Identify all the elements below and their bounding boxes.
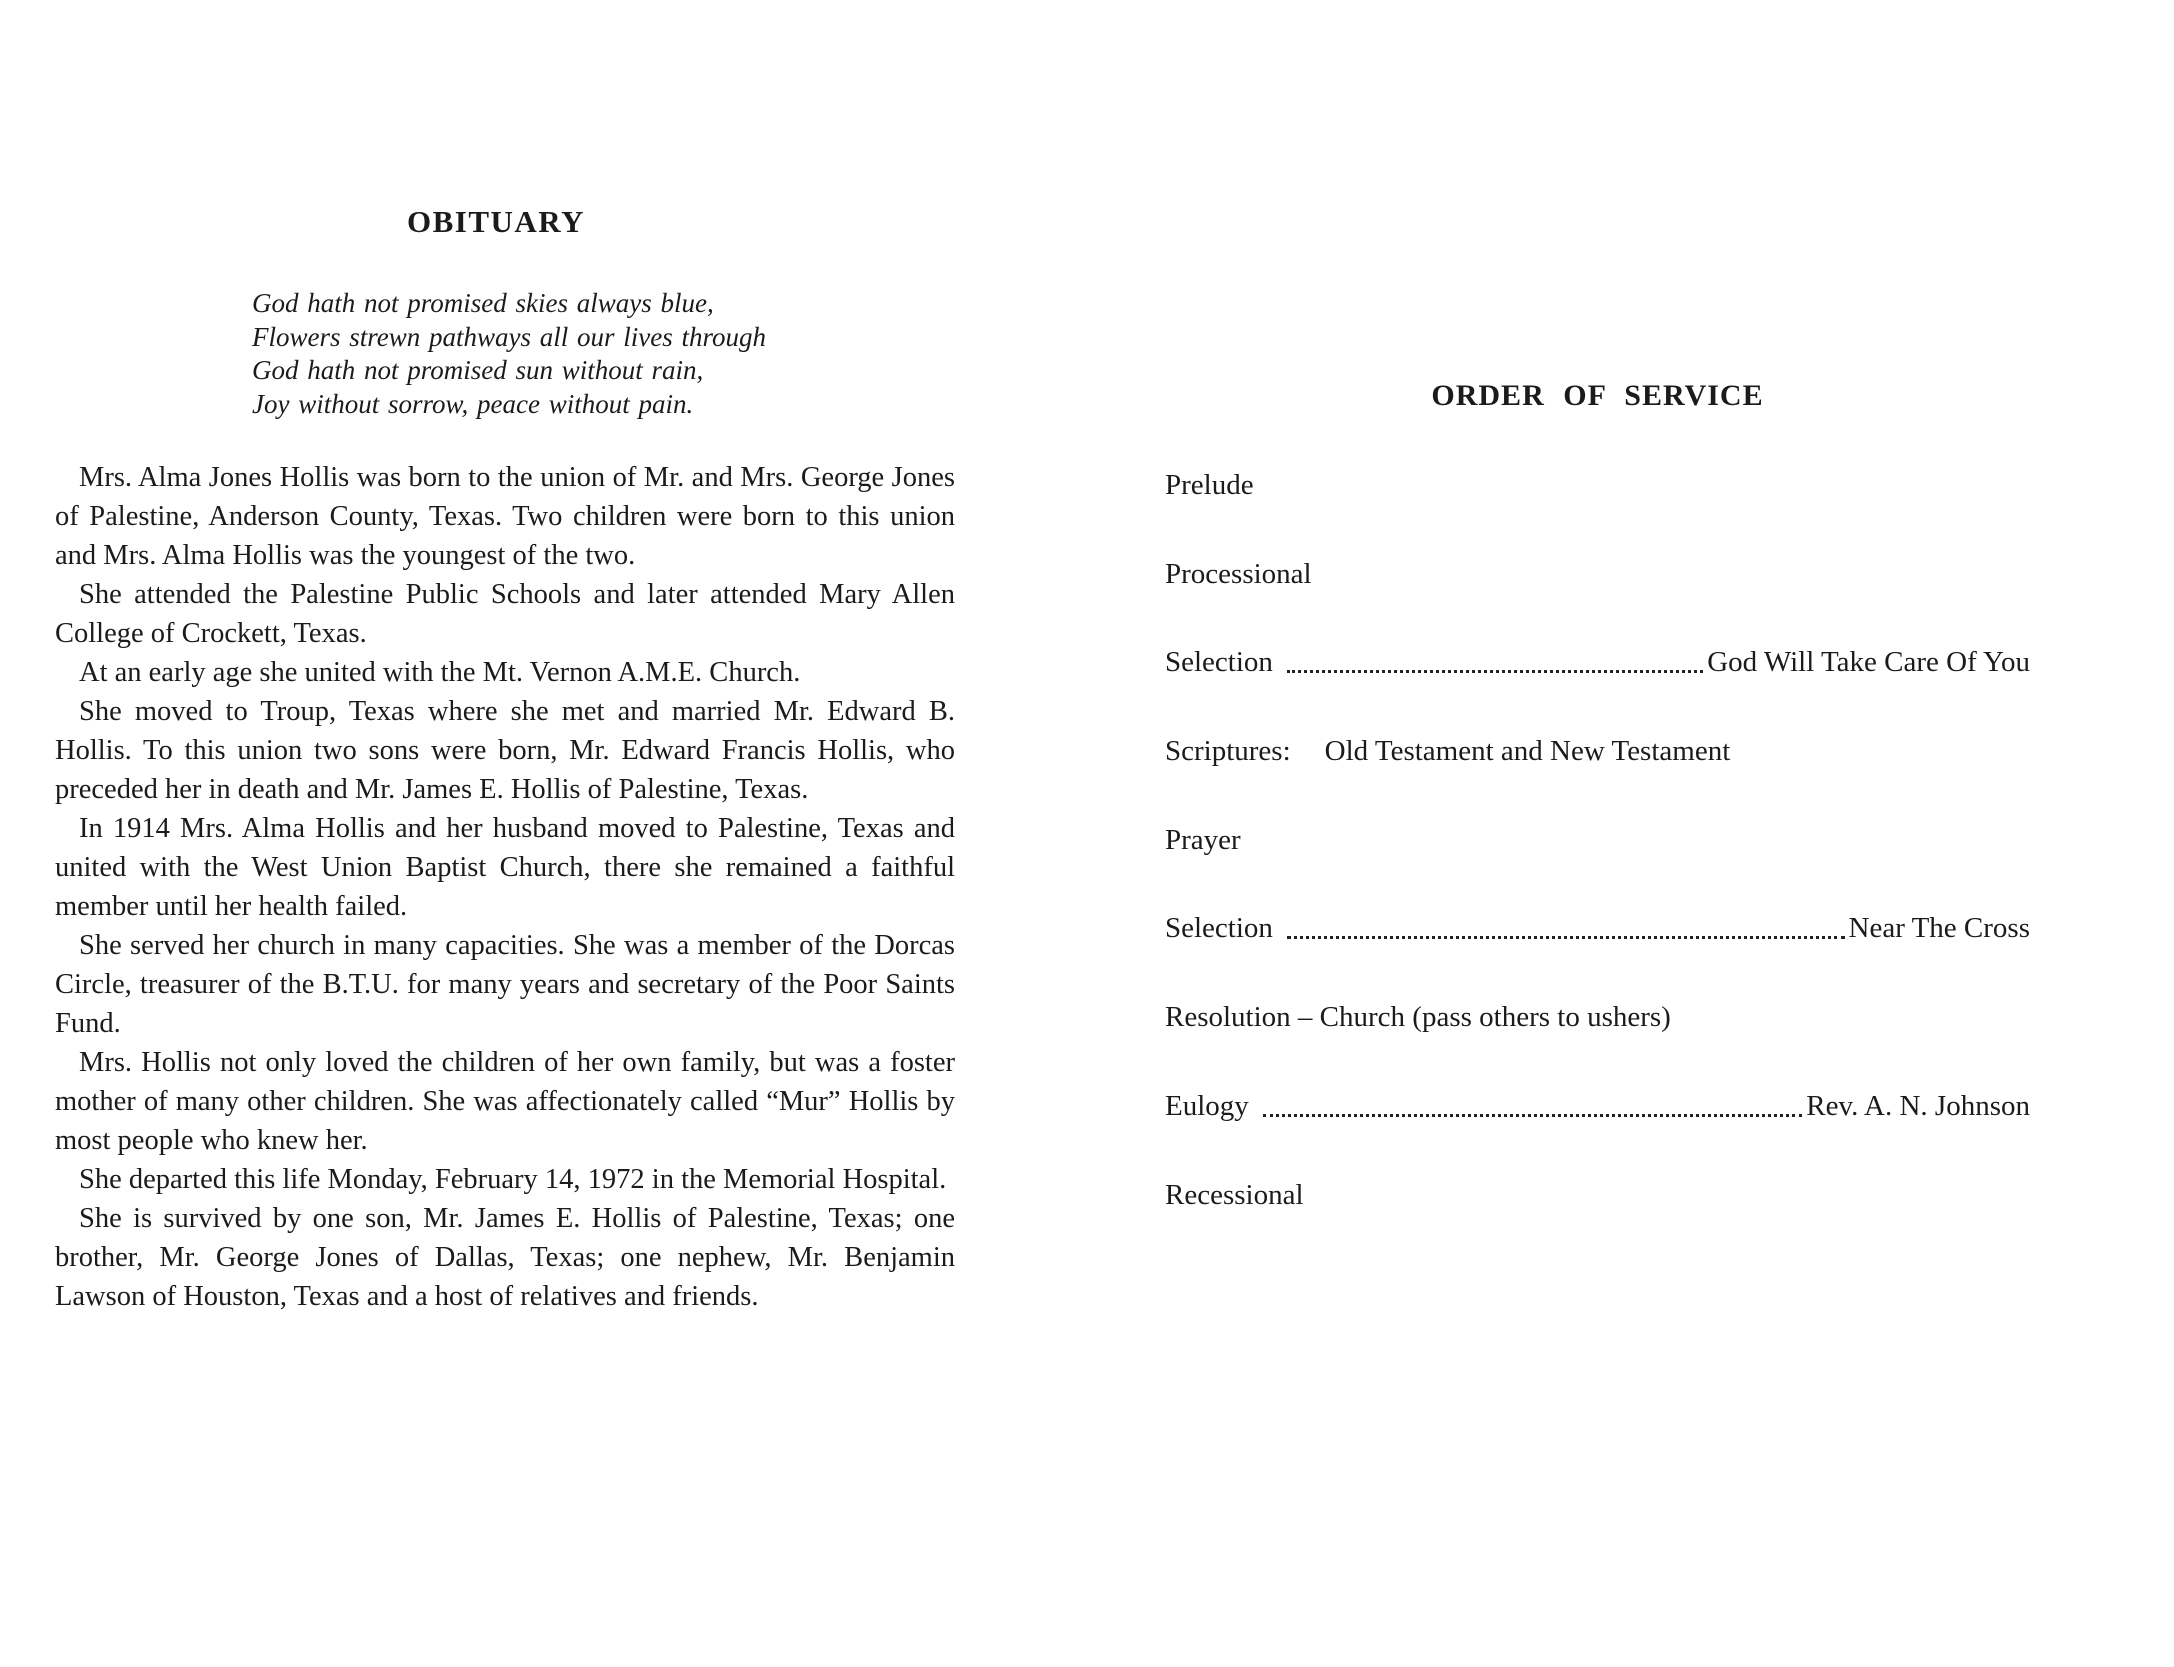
service-item-label: Selection [1165,646,1273,679]
service-item-scriptures [1165,735,2030,824]
service-item-eulogy [1165,1090,2030,1179]
service-item-recessional [1165,1179,2030,1268]
obituary-paragraph: At an early age she united with the Mt. Vernon A.M.E. Church. [79,657,801,688]
poem-line: God hath not promised sun without rain, [252,355,704,385]
service-item-label: Resolution – Church (pass others to ushers) [1165,1001,1671,1034]
service-item-value: God Will Take Care Of You [1707,646,2030,679]
service-item-label: Recessional [1165,1178,1304,1211]
obituary-paragraph: Mrs. Hollis not only loved the children of her own family, but was a foster mother of many other children. She was affectionately called “Mur” Hollis by most people who knew her. [55,1047,955,1156]
obituary-title: OBITUARY [407,204,585,239]
poem [252,287,766,421]
obituary-paragraph: In 1914 Mrs. Alma Hollis and her husband moved to Palestine, Texas and united with the West Union Baptist Church, there she remained a faithful member until her health failed. [55,813,955,922]
service-item-label: Prayer [1165,823,1241,856]
service-item-label: Processional [1165,557,1312,590]
right-page [1165,0,2030,1667]
obituary-body [55,458,955,1316]
service-item-selection-1 [1165,646,2030,735]
obituary-paragraph: She served her church in many capacities. She was a member of the Dorcas Circle, treasurer of the B.T.U. for many years and secretary of the Poor Saints Fund. [55,930,955,1039]
service-item-list [1165,469,2030,1267]
dotted-leader [1263,1090,1803,1117]
service-item-value: Near The Cross [1848,912,2030,945]
dotted-leader [1287,646,1703,673]
service-item-prayer [1165,824,2030,913]
dotted-leader [1287,912,1845,939]
service-item-processional [1165,558,2030,647]
service-item-label: Eulogy [1165,1089,1249,1122]
poem-line: Flowers strewn pathways all our lives through [252,321,767,352]
service-item-detail: Old Testament and New Testament [1324,735,1731,768]
obituary-paragraph: She attended the Palestine Public Schools and later attended Mary Allen College of Crockett, Texas. [55,579,955,649]
service-item-prelude [1165,469,2030,558]
obituary-paragraph: She departed this life Monday, February 14, 1972 in the Memorial Hospital. [79,1164,947,1195]
service-item-label: Scriptures: [1165,735,1291,768]
poem-line: Joy without sorrow, peace without pain. [252,388,694,419]
obituary-paragraph: Mrs. Alma Jones Hollis was born to the union of Mr. and Mrs. George Jones of Palestine, Anderson County, Texas. Two children were born to this union and Mrs. Alma Hollis was the youngest of the two. [55,462,955,571]
service-item-selection-2 [1165,912,2030,1001]
service-item-label: Prelude [1165,469,1254,501]
service-item-label: Selection [1165,912,1273,945]
service-item-value: Rev. A. N. Johnson [1806,1089,2030,1122]
poem-line: God hath not promised skies always blue, [252,288,714,318]
obituary-paragraph: She moved to Troup, Texas where she met and married Mr. Edward B. Hollis. To this union two sons were born, Mr. Edward Francis Hollis, who preceded her in death and Mr. James E. Hollis of Palestine, Texas. [55,696,955,805]
service-item-resolution [1165,1001,2030,1090]
order-of-service-title: ORDER OF SERVICE [1431,379,1764,412]
left-page [55,0,955,1667]
obituary-paragraph: She is survived by one son, Mr. James E. Hollis of Palestine, Texas; one brother, Mr. George Jones of Dallas, Texas; one nephew, Mr. Benjamin Lawson of Houston, Texas and a host of relatives and friends. [55,1203,955,1312]
